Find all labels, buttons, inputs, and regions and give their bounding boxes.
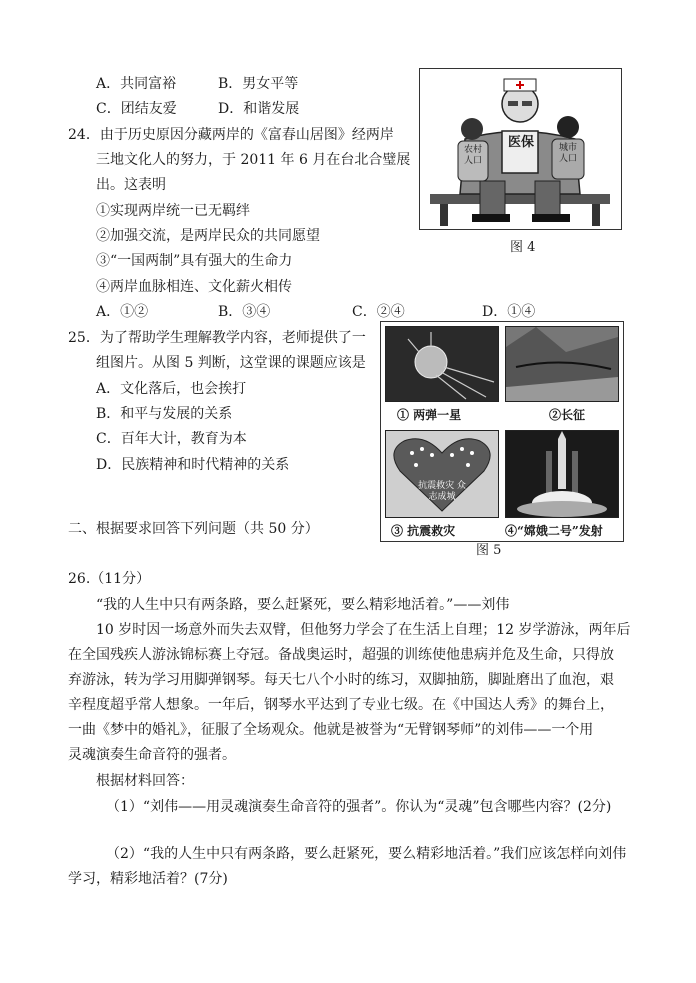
q24-option-c: C．②④ — [352, 304, 405, 320]
q25-option-b: B．和平与发展的关系 — [96, 406, 233, 422]
q24-stem-line-1: 24．由于历史原因分藏两岸的《富春山居图》经两岸 — [68, 127, 394, 143]
rocket-icon — [506, 431, 618, 517]
q26-paragraph-line-5: 一曲《梦中的婚礼》，征服了全场观众。他就是被誉为“无臂钢琴师”的刘伟——一个用 — [68, 722, 594, 738]
figure-4-right-tag: 城市人口 — [558, 143, 577, 164]
photo-satellite — [385, 326, 499, 402]
q26-quote: “我的人生中只有两条路，要么赶紧死，要么精彩地活着。”——刘伟 — [96, 597, 510, 613]
q26-paragraph-line-4: 辛程度超乎常人想象。一年后，钢琴水平达到了专业七级。在《中国达人秀》的舞台上， — [68, 697, 614, 713]
q24-statement-3: ③“一国两制”具有强大的生命力 — [96, 253, 293, 269]
q24-option-a: A．①② — [96, 304, 149, 320]
section-2-title: 二、根据要求回答下列问题（共 50 分） — [68, 521, 319, 537]
photo-long-march — [505, 326, 619, 402]
q24-statement-1: ①实现两岸统一已无羁绊 — [96, 203, 250, 219]
satellite-icon — [386, 327, 498, 401]
q26-paragraph-line-1: 10 岁时因一场意外而失去双臂，但他努力学会了在生活上自理；12 岁学游泳，两年后 — [96, 622, 631, 638]
q26-paragraph-line-3: 弃游泳，转为学习用脚弹钢琴。每天七八个小时的练习，双脚抽筋，脚趾磨出了血泡，艰 — [68, 672, 614, 688]
q23-option-d: D．和谐发展 — [218, 101, 300, 117]
heart-slogan: 抗震救灾 众志成城 — [418, 481, 466, 502]
q24-statement-4: ④两岸血脉相连、文化薪火相传 — [96, 279, 292, 295]
figure-4-caption: 图 4 — [510, 240, 536, 255]
q26-paragraph-line-2: 在全国残疾人游泳锦标赛上夺冠。备战奥运时，超强的训练使他患病并危及生命，只得放 — [68, 647, 614, 663]
figure-4-cartoon — [419, 68, 622, 230]
q24-statement-2: ②加强交流，是两岸民众的共同愿望 — [96, 228, 320, 244]
q25-option-a: A．文化落后，也会挨打 — [96, 381, 247, 397]
q24-stem-line-2: 三地文化人的努力，于 2011 年 6 月在台北合璧展 — [96, 152, 411, 168]
q26-subquestion-2-line-2: 学习，精彩地活着？(7分) — [68, 871, 228, 887]
q26-subquestion-2-line-1: （2）“我的人生中只有两条路，要么赶紧死，要么精彩地活着。”我们应该怎样向刘伟 — [106, 846, 627, 862]
figure-4-sign-text: 医保 — [507, 135, 534, 150]
q24-stem-line-3: 出。这表明 — [96, 177, 166, 193]
mountain-bridge-icon — [506, 327, 618, 401]
figure-4-left-tag: 农村人口 — [463, 145, 482, 166]
q26-paragraph-line-6: 灵魂演奏生命音符的强者。 — [68, 747, 236, 763]
photo-earthquake-relief — [385, 430, 499, 518]
q26-heading: 26.（11分） — [68, 571, 151, 587]
q25-option-c: C．百年大计，教育为本 — [96, 431, 247, 447]
figure-5-caption: 图 5 — [476, 543, 502, 558]
figure-5-photo-grid — [380, 321, 624, 542]
heart-icon — [386, 431, 498, 517]
photo-label-3: ③ 抗震救灾 — [391, 524, 456, 538]
q25-option-d: D．民族精神和时代精神的关系 — [96, 457, 290, 473]
q25-stem-line-1: 25．为了帮助学生理解教学内容，老师提供了一 — [68, 330, 366, 346]
photo-rocket-launch — [505, 430, 619, 518]
q23-option-a: A．共同富裕 — [96, 76, 177, 92]
q26-subquestion-1: （1）“刘伟——用灵魂演奏生命音符的强者”。你认为“灵魂”包含哪些内容？(2分) — [106, 799, 612, 815]
q23-option-b: B．男女平等 — [218, 76, 299, 92]
q23-option-c: C．团结友爱 — [96, 101, 177, 117]
photo-label-4: ④“嫦娥二号”发射 — [505, 524, 603, 538]
photo-label-1: ① 两弹一星 — [397, 408, 462, 422]
photo-label-2: ②长征 — [549, 408, 586, 422]
q24-option-d: D．①④ — [482, 304, 536, 320]
q24-option-b: B．③④ — [218, 304, 271, 320]
q26-prompt: 根据材料回答： — [96, 773, 194, 789]
q25-stem-line-2: 组图片。从图 5 判断，这堂课的课题应该是 — [96, 355, 366, 371]
